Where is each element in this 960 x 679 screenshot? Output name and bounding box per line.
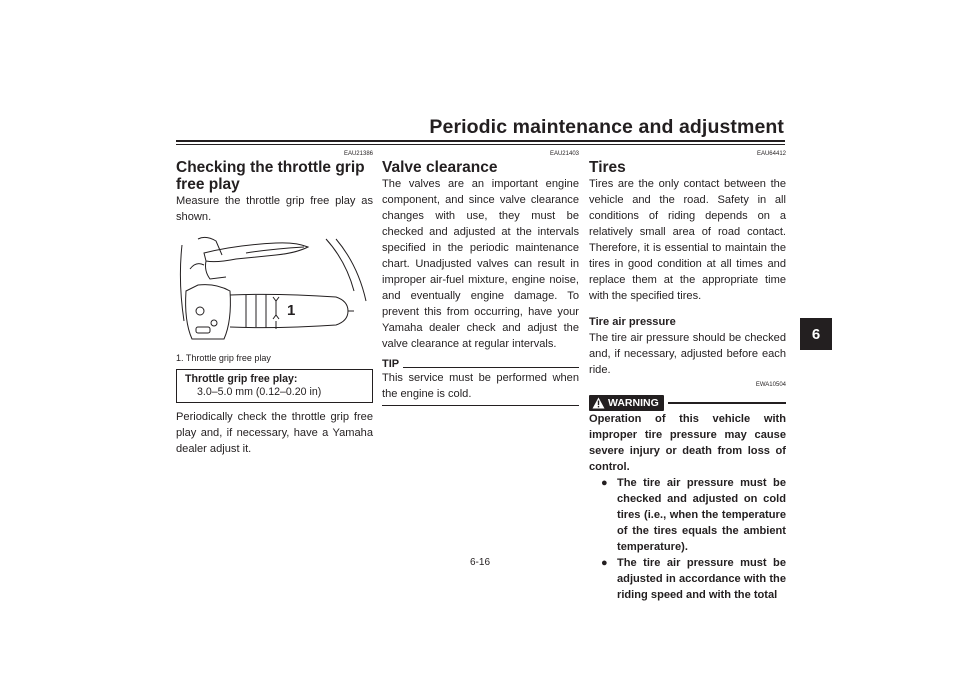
section-code: EAU64412 xyxy=(756,151,786,157)
warning-header xyxy=(589,395,786,411)
page-header-title: Periodic maintenance and adjustment xyxy=(429,116,784,138)
spec-value: 3.0–5.0 mm (0.12–0.20 in) xyxy=(197,386,322,398)
tire-pressure-body: The tire air pressure should be checked and, if necessary, adjusted before each ride. xyxy=(589,332,786,376)
warning-bullets xyxy=(589,475,786,603)
tip-text: This service must be performed when the engine is cold. xyxy=(382,372,579,400)
throttle-intro: Measure the throttle grip free play as shown. xyxy=(176,195,373,223)
list-item: ● The tire air pressure must be adjusted in accordance with the riding speed and with the total xyxy=(601,555,786,603)
figure-callout-1: 1 xyxy=(287,302,296,319)
spec-box xyxy=(176,369,373,403)
throttle-grip-illustration xyxy=(176,231,373,351)
warning-badge xyxy=(589,395,664,411)
tip-end-rule xyxy=(382,405,579,406)
page-number: 6-16 xyxy=(469,557,490,568)
spec-label: Throttle grip free play: xyxy=(185,373,298,385)
column-throttle xyxy=(176,150,373,457)
list-item: ● The tire air pressure must be checked and adjusted on cold tires (i.e., when the temperature of the tires equals the ambient temperature). xyxy=(601,475,786,555)
section-title-throttle: Checking the throttle grip free play xyxy=(176,159,365,193)
section-code: EAU21403 xyxy=(549,151,579,157)
tip-header xyxy=(382,358,579,370)
section-title-tires: Tires xyxy=(589,159,626,176)
tip-rule xyxy=(403,367,579,368)
warning-label: WARNING xyxy=(608,397,659,409)
tip-label: TIP xyxy=(382,358,400,370)
warning-text: Operation of this vehicle with improper tire pressure may cause severe injury or death from loss of control. xyxy=(589,413,786,473)
valve-body: The valves are an important engine component, and since valve clearance changes with use, they must be checked and adjusted at the intervals specified in the periodic maintenance chart. Unadjusted valves can result in improper air-fuel mixture, engine noise, and eventually engine damage. To prevent this from occurring, have your Yamaha dealer check and adjust the valve clearance at regular intervals. xyxy=(382,178,579,350)
section-title-valve: Valve clearance xyxy=(382,159,498,176)
header-rule xyxy=(176,140,785,142)
chapter-tab: 6 xyxy=(800,318,832,350)
warning-rule xyxy=(668,402,786,404)
tires-body: Tires are the only contact between the vehicle and the road. Safety in all conditions of riding depends on a relatively small area of road contact. Therefore, it is essential to maintain the tires in good condition at all times and replace them at the appropriate time with the specified tires. xyxy=(589,178,786,302)
section-code: EAU21386 xyxy=(343,151,373,157)
header-rule-thin xyxy=(176,144,785,145)
warning-icon xyxy=(592,397,605,409)
subhead-tire-pressure: Tire air pressure xyxy=(589,316,676,328)
throttle-figure xyxy=(176,231,373,351)
column-valve xyxy=(382,150,579,406)
figure-caption: 1. Throttle grip free play xyxy=(176,353,271,363)
column-tires xyxy=(589,150,786,603)
warning-code: EWA10504 xyxy=(755,382,786,388)
throttle-outro: Periodically check the throttle grip free play and, if necessary, have a Yamaha dealer adjust it. xyxy=(176,411,373,455)
